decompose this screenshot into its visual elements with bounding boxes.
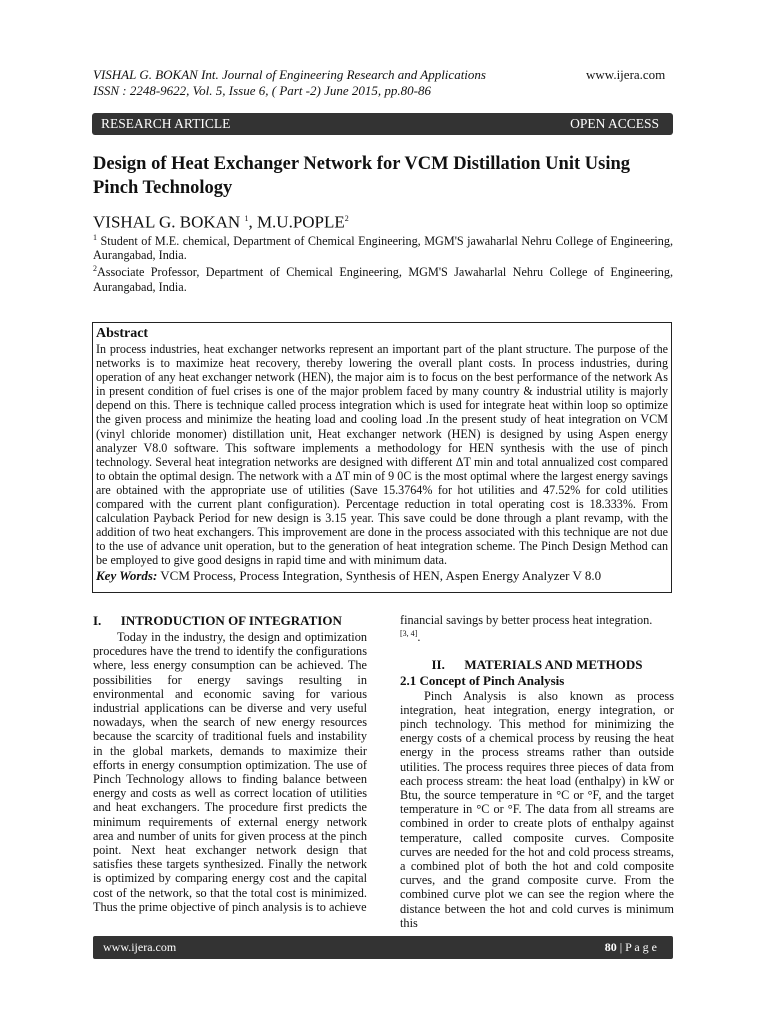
keywords-text: VCM Process, Process Integration, Synthesis of HEN, Aspen Energy Analyzer V 8.0 xyxy=(157,567,602,583)
keywords-line xyxy=(96,568,668,583)
subsection-2-1-heading: 2.1 Concept of Pinch Analysis xyxy=(400,672,565,688)
left-column xyxy=(93,613,367,914)
abstract-heading: Abstract xyxy=(96,326,149,341)
article-type-banner xyxy=(92,113,673,135)
abstract-body: In process industries, heat exchanger networks represent an important part of the plant structure. The purpose of the networks is to maximize heat recovery, thereby lowering the overall plant costs. In process industries, during operation of any heat exchanger network (HEN), the major aim is to focus on the best performance of the network As in present condition of fuel crises is one of the major problem faced by many country & industrial utility is majorly depend on this. There is technique called process integration which is used for integrate heat within loop so optimize the given process and minimize the heating load and cooling load .In the present study of heat integration on VCM (vinyl chloride monomer) distillation unit, Heat exchanger network (HEN) is designed by using Aspen energy analyzer V8.0 software. This software implements a methodology for HEN synthesis with the use of pinch technology. Several heat integration networks are designed with different ΔT min and total annualized cost compared to obtain the optimal design. The network with a ΔT min of 9 0C is the most optimal where the largest energy savings are obtained with the appropriate use of utilities (Save 15.3764% for hot utilities and 47.52% for cold utilities compared with the current plant configuration). Percentage reduction in total operating cost is 18.333%. From calculation Payback Period for new design is 3.15 year. This save could be done through a plant revamp, with the addition of two heat exchangers. This improvement are done in the process associated with this technique are not due to the use of advance unit operation, but to the generation of heat integration scheme. The Pinch Design Method can be employed to give good designs in rapid time and with minimum data. xyxy=(96,342,668,568)
header-website-link[interactable]: www.ijera.com xyxy=(586,67,666,82)
footer-website-link[interactable]: www.ijera.com xyxy=(103,940,177,954)
citation-marker: [3, 4] xyxy=(400,629,418,639)
section-2-heading: II. MATERIALS AND METHODS xyxy=(431,656,643,672)
journal-citation-line1: VISHAL G. BOKAN Int. Journal of Engineering Research and Applications xyxy=(93,67,486,82)
left-continuation-text: financial savings by better process heat integration. [3, 4]. xyxy=(400,613,653,645)
open-access-label: OPEN ACCESS xyxy=(570,116,659,131)
section-2-1-body: Pinch Analysis is also known as process integration, heat integration, energy integration, or pinch technology. This method for minimizing the energy costs of a chemical process by reusing the heat energy in the process streams rather than outside utilities. The process requires three pieces of data from each process stream: the heat load (enthalpy) in kW or Btu, the source temperature in °C or °F, and the target temperature in °C or °F. The data from all streams are combined in order to create plots of enthalpy against temperature, called composite curves. Composite curves are needed for the hot and cold process streams, a combined plot of both the hot and cold composite curves, and the grand composite curve. From the combined curve plot we can see the region where the distance between the hot and cold curves is minimum this xyxy=(400,688,674,930)
paper-title: Design of Heat Exchanger Network for VCM Distillation Unit Using Pinch Technology xyxy=(93,154,630,198)
affiliation-1: $^1$ Student of M.E. chemical, Department of Chemical Engineering, MGM'S jawaharlal Nehru College of Engineering, Aurangabad, India. xyxy=(93,233,673,263)
running-header xyxy=(93,67,486,99)
page-number: 80 | P a g e xyxy=(604,940,657,954)
journal-citation-line2: ISSN : 2248-9622, Vol. 5, Issue 6, ( Part -2) June 2015, pp.80-86 xyxy=(93,83,431,98)
section-1-heading: I. INTRODUCTION OF INTEGRATION xyxy=(93,613,342,628)
section-1-body: Today in the industry, the design and optimization procedures have the trend to identify the configurations where, less energy consumption can be achieved. The possibilities for energy savings resulting in environmental and economic saving for various industrial applications can be diverse and very useful nowadays, when the search of new energy resources because the scarcity of traditional fuels and instability in the global markets, demands to maximize their efforts in energy consumption optimization. The use of Pinch Technology allows to finding balance between energy and costs as well as correct location of utilities and heat exchangers. The procedure first predicts the minimum requirements of external energy network area and number of units for given process at the pinch point. Next heat exchanger network design that satisfies these targets synthesized. Finally the network is optimized by comparing energy cost and the capital cost of the network, so that the total cost is minimized. Thus the prime objective of pinch analysis is to achieve xyxy=(93,630,367,914)
affiliation-2: $^2$Associate Professor, Department of Chemical Engineering, MGM'S Jawaharlal Nehru College of Engineering, Aurangabad, India. xyxy=(93,264,673,294)
abstract-box xyxy=(92,322,672,593)
right-column xyxy=(400,613,674,930)
affiliations xyxy=(93,231,673,294)
page-footer xyxy=(93,936,673,959)
author-list: VISHAL G. BOKAN $^1$, M.U.POPLE$^2$ xyxy=(93,212,349,232)
keywords-label: Key Words: xyxy=(96,567,158,583)
research-article-label: RESEARCH ARTICLE xyxy=(101,116,231,131)
